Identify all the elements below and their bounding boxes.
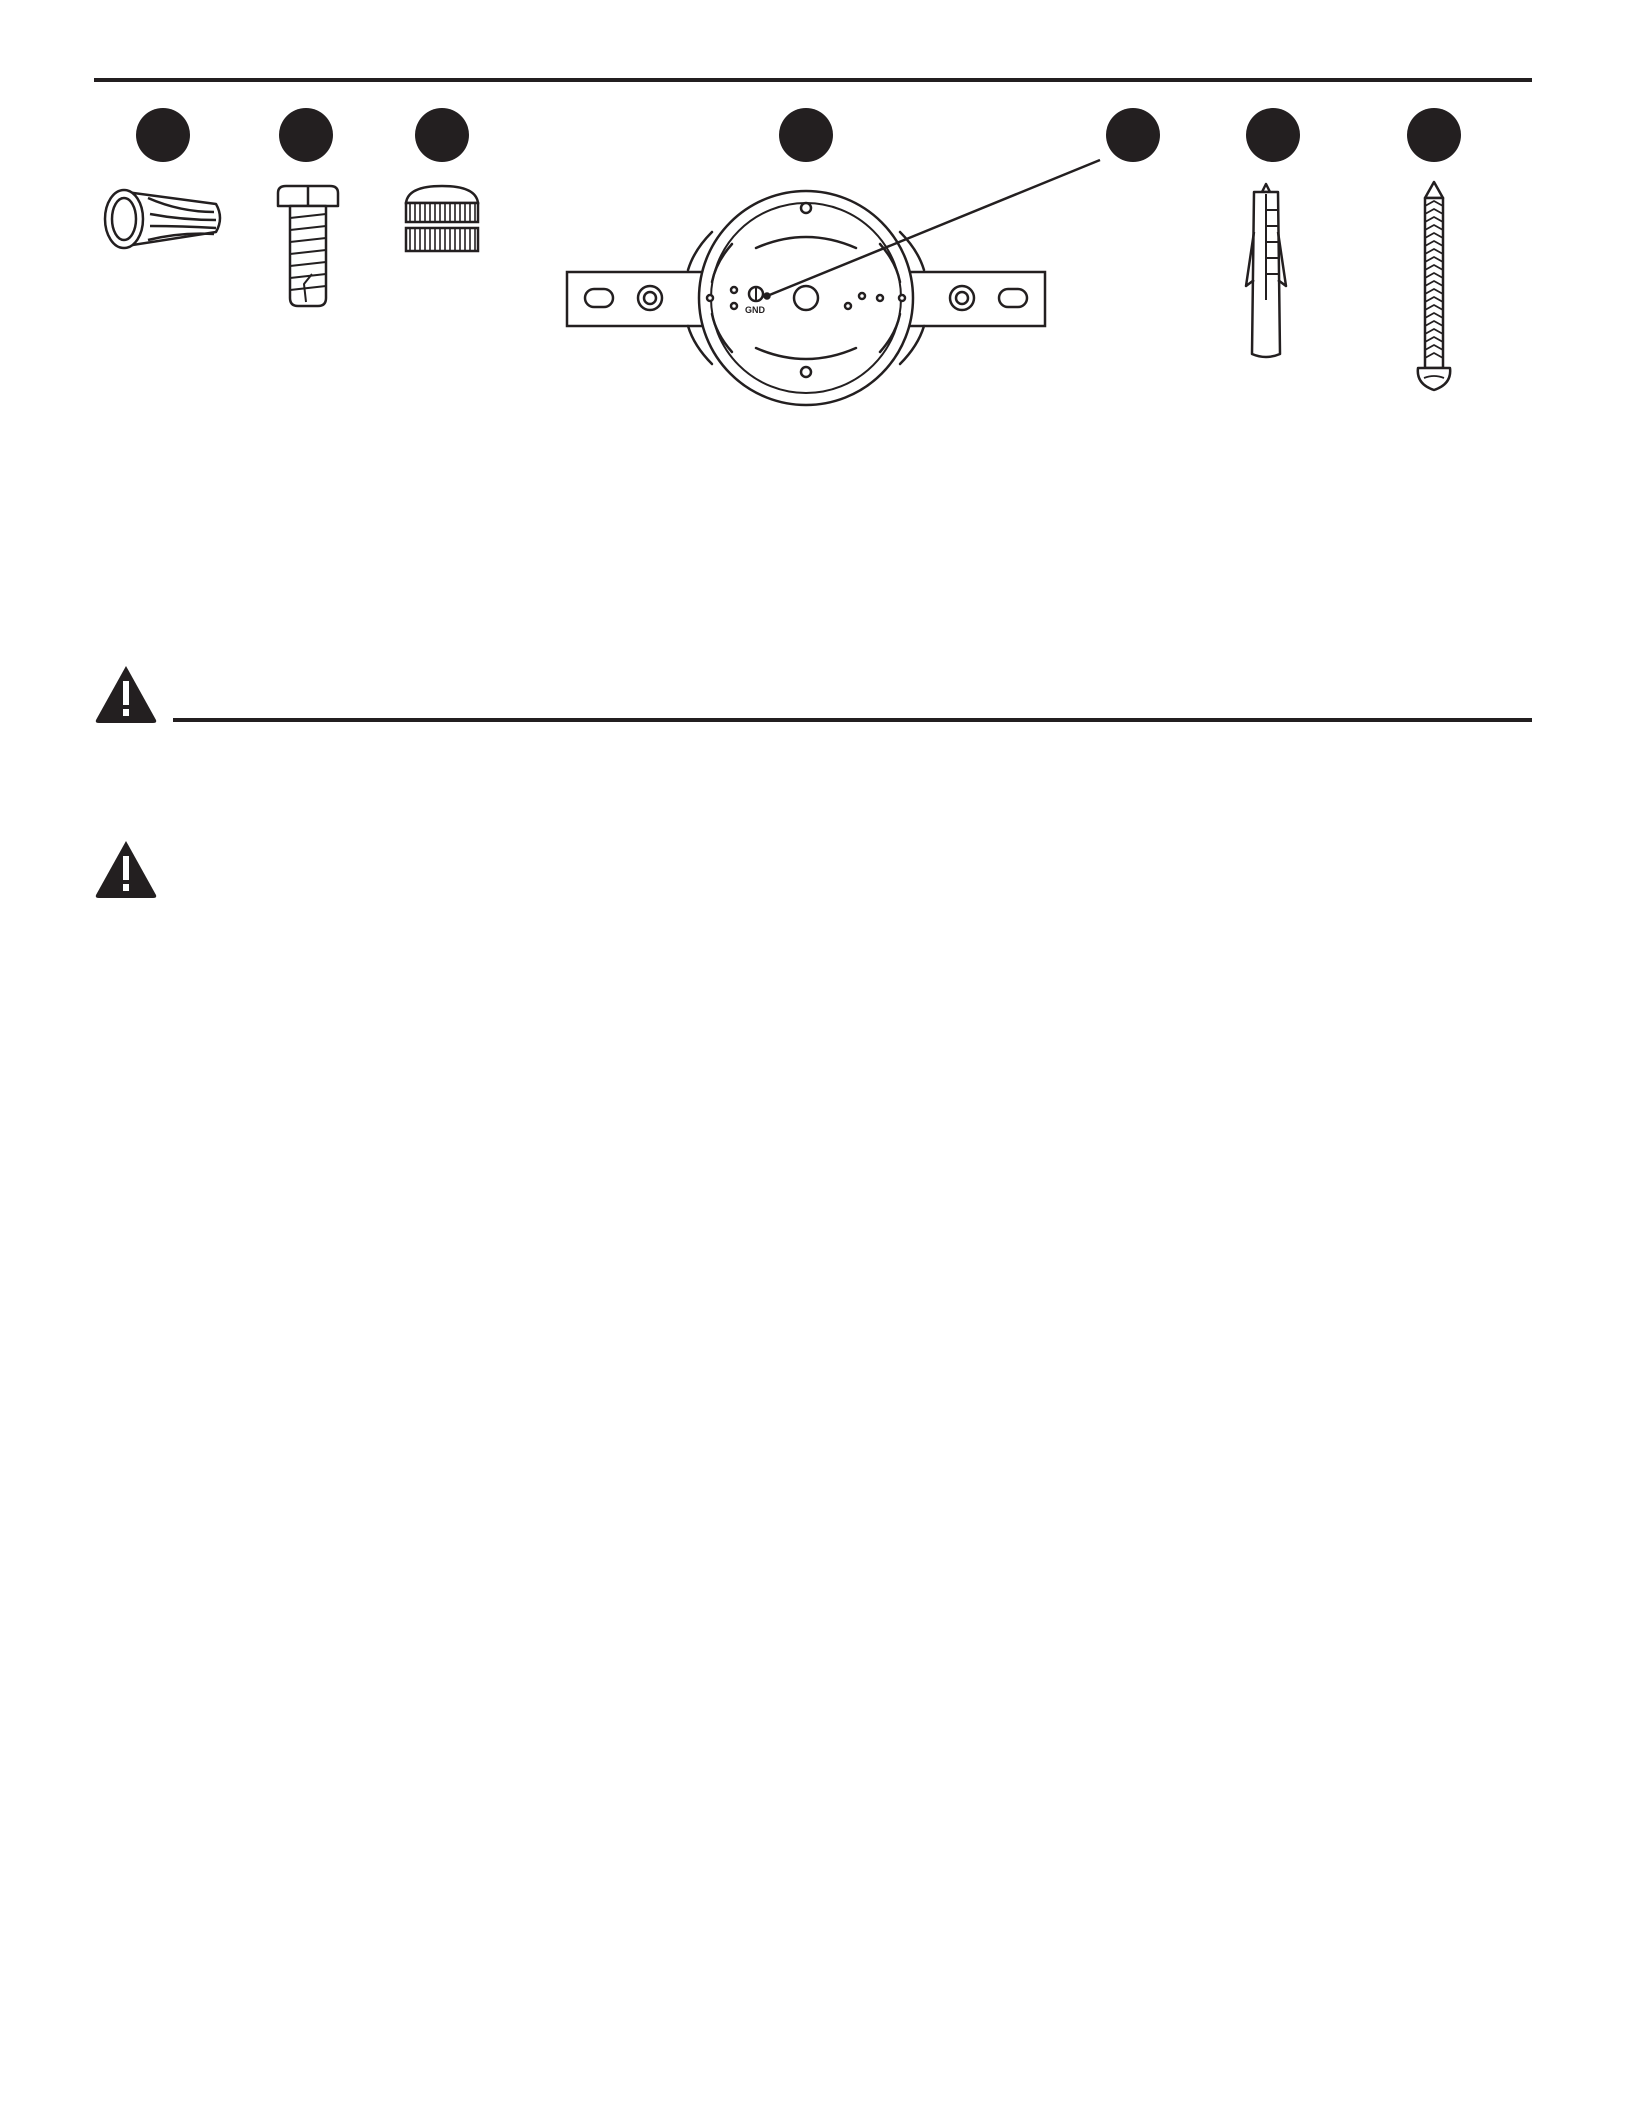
wood-screw-icon — [1418, 182, 1450, 390]
gnd-label: GND — [745, 305, 765, 315]
hardware-parts-illustration — [0, 0, 1632, 440]
part-key-markers — [136, 108, 1461, 162]
plastic-anchor-icon — [1246, 184, 1286, 357]
warning-triangle-icon — [93, 838, 159, 900]
part-key-marker — [279, 108, 333, 162]
part-key-marker — [779, 108, 833, 162]
part-key-marker — [415, 108, 469, 162]
part-key-marker — [1407, 108, 1461, 162]
part-key-marker — [1246, 108, 1300, 162]
warning-rule — [173, 718, 1532, 722]
machine-screw-icon — [278, 186, 338, 306]
part-key-marker — [1106, 108, 1160, 162]
knurled-cap-nut-icon — [406, 186, 478, 251]
crossbar-mounting-plate-icon — [567, 191, 1045, 405]
part-key-marker — [136, 108, 190, 162]
wire-nut-icon — [105, 190, 220, 248]
warning-triangle-icon — [93, 663, 159, 725]
